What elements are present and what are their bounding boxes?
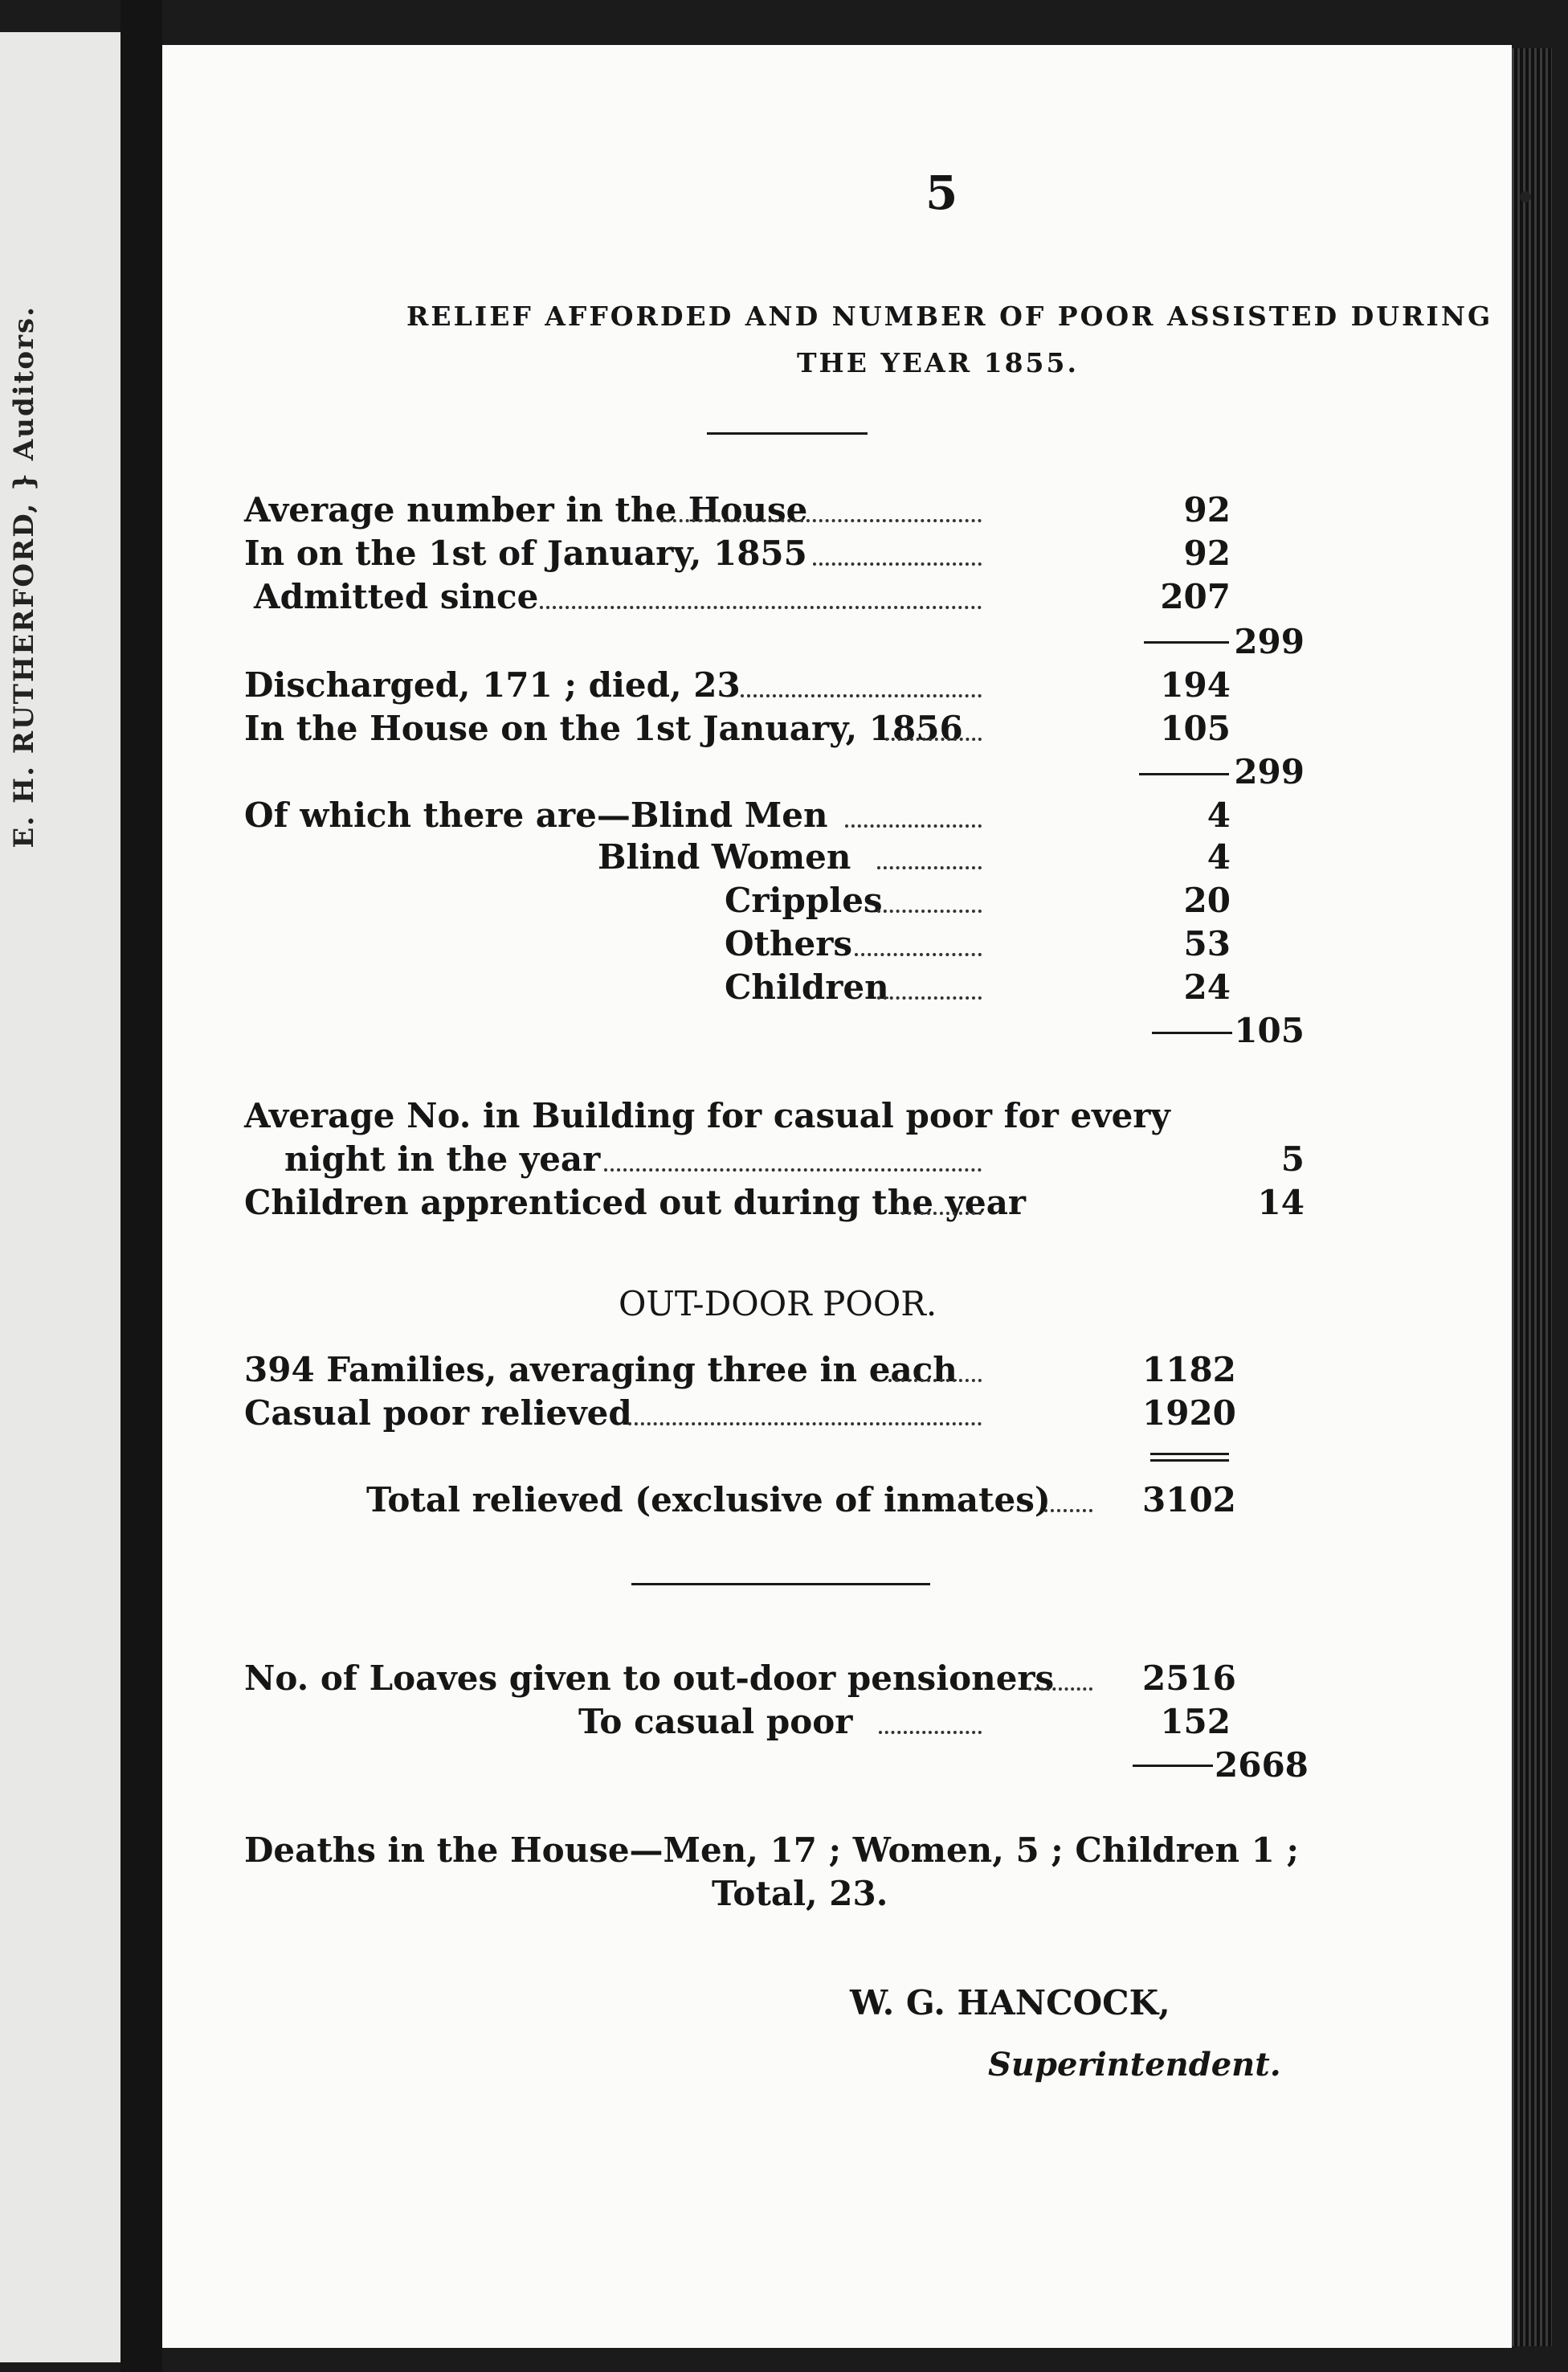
total-relieved-label: Total relieved (exclusive of inmates) <box>366 1480 1051 1519</box>
sum-rule <box>1133 1765 1213 1767</box>
dot-leader <box>628 1422 982 1425</box>
signature-title: Superintendent. <box>988 2046 1281 2084</box>
dot-leader <box>885 738 982 741</box>
breakdown-total: 105 <box>1234 1011 1305 1050</box>
page-edge-stack <box>1512 48 1552 2346</box>
sum-rule <box>1139 773 1229 775</box>
casual-average-value: 5 <box>1280 1139 1305 1179</box>
dot-leader <box>877 996 982 1000</box>
casual-average-line-1: Average No. in Building for casual poor for every <box>244 1096 1170 1135</box>
january-1855-value: 92 <box>1183 534 1231 573</box>
house-total-2: 299 <box>1234 752 1305 791</box>
house-total-1: 299 <box>1234 622 1305 661</box>
admitted-since-label: Admitted since <box>254 577 539 616</box>
dot-leader <box>877 910 982 913</box>
loaves-casual-value: 152 <box>1160 1702 1231 1741</box>
dot-leader <box>604 1168 982 1172</box>
average-in-house-value: 92 <box>1183 490 1231 530</box>
in-house-1856-label: In the House on the 1st January, 1856 <box>244 709 963 748</box>
book-gutter <box>120 0 162 2372</box>
admitted-since-value: 207 <box>1160 577 1231 616</box>
blind-women-label: Blind Women <box>598 837 851 877</box>
dot-leader <box>1044 1509 1092 1512</box>
families-label: 394 Families, averaging three in each <box>244 1350 958 1389</box>
facing-page-auditors-text: E. H. RUTHERFORD, } Auditors. <box>8 305 40 849</box>
loaves-casual-label: To casual poor <box>578 1702 853 1741</box>
average-in-house-label: Average number in the House <box>244 490 808 530</box>
dot-leader <box>855 953 982 956</box>
in-house-1856-value: 105 <box>1160 709 1231 748</box>
apprenticed-value: 14 <box>1257 1183 1305 1222</box>
discharged-died-value: 194 <box>1160 665 1231 705</box>
page-heading-line-2: THE YEAR 1855. <box>797 347 1079 378</box>
ink-speck <box>1520 191 1531 202</box>
page-heading-line-1: RELIEF AFFORDED AND NUMBER OF POOR ASSISTED DURING <box>406 301 1493 332</box>
others-label: Others <box>725 924 853 963</box>
dot-leader <box>845 824 982 828</box>
cripples-value: 20 <box>1183 881 1231 920</box>
children-label: Children <box>725 967 889 1007</box>
dot-leader <box>741 694 982 697</box>
loaves-pensioners-value: 2516 <box>1142 1658 1236 1698</box>
outdoor-poor-title: OUT-DOOR POOR. <box>619 1284 937 1323</box>
others-value: 53 <box>1183 924 1231 963</box>
loaves-total: 2668 <box>1215 1745 1309 1785</box>
blind-women-value: 4 <box>1207 837 1231 877</box>
total-relieved-value: 3102 <box>1142 1480 1236 1519</box>
sum-double-rule <box>1150 1453 1229 1455</box>
heading-divider <box>707 432 868 435</box>
dot-leader <box>888 1379 982 1382</box>
families-value: 1182 <box>1142 1350 1236 1389</box>
deaths-line-2: Total, 23. <box>712 1874 888 1913</box>
apprenticed-label: Children apprenticed out during the year <box>244 1183 1027 1222</box>
blind-men-value: 4 <box>1207 795 1231 835</box>
dot-leader <box>879 1731 982 1734</box>
signature-name: W. G. HANCOCK, <box>850 1983 1170 2022</box>
facing-page-edge <box>0 32 120 2362</box>
loaves-pensioners-label: No. of Loaves given to out-door pensioners <box>244 1658 1055 1698</box>
cripples-label: Cripples <box>725 881 883 920</box>
section-divider <box>631 1583 930 1585</box>
sum-rule <box>1152 1032 1232 1034</box>
dot-leader <box>540 606 982 609</box>
dot-leader <box>813 562 982 566</box>
discharged-died-label: Discharged, 171 ; died, 23 <box>244 665 741 705</box>
report-page <box>162 45 1512 2348</box>
children-value: 24 <box>1183 967 1231 1007</box>
casual-relieved-value: 1920 <box>1142 1393 1236 1433</box>
dot-leader <box>901 1212 982 1215</box>
sum-double-rule <box>1150 1459 1229 1462</box>
casual-relieved-label: Casual poor relieved <box>244 1393 632 1433</box>
january-1855-label: In on the 1st of January, 1855 <box>244 534 807 573</box>
deaths-line-1: Deaths in the House—Men, 17 ; Women, 5 ; Children 1 ; <box>244 1830 1300 1870</box>
page-number: 5 <box>925 166 958 220</box>
breakdown-intro-label: Of which there are—Blind Men <box>244 795 828 835</box>
dot-leader <box>660 519 982 522</box>
dot-leader <box>1028 1687 1092 1691</box>
sum-rule <box>1144 641 1229 644</box>
facing-page-text <box>8 305 40 868</box>
casual-average-line-2: night in the year <box>284 1139 601 1179</box>
dot-leader <box>877 866 982 869</box>
